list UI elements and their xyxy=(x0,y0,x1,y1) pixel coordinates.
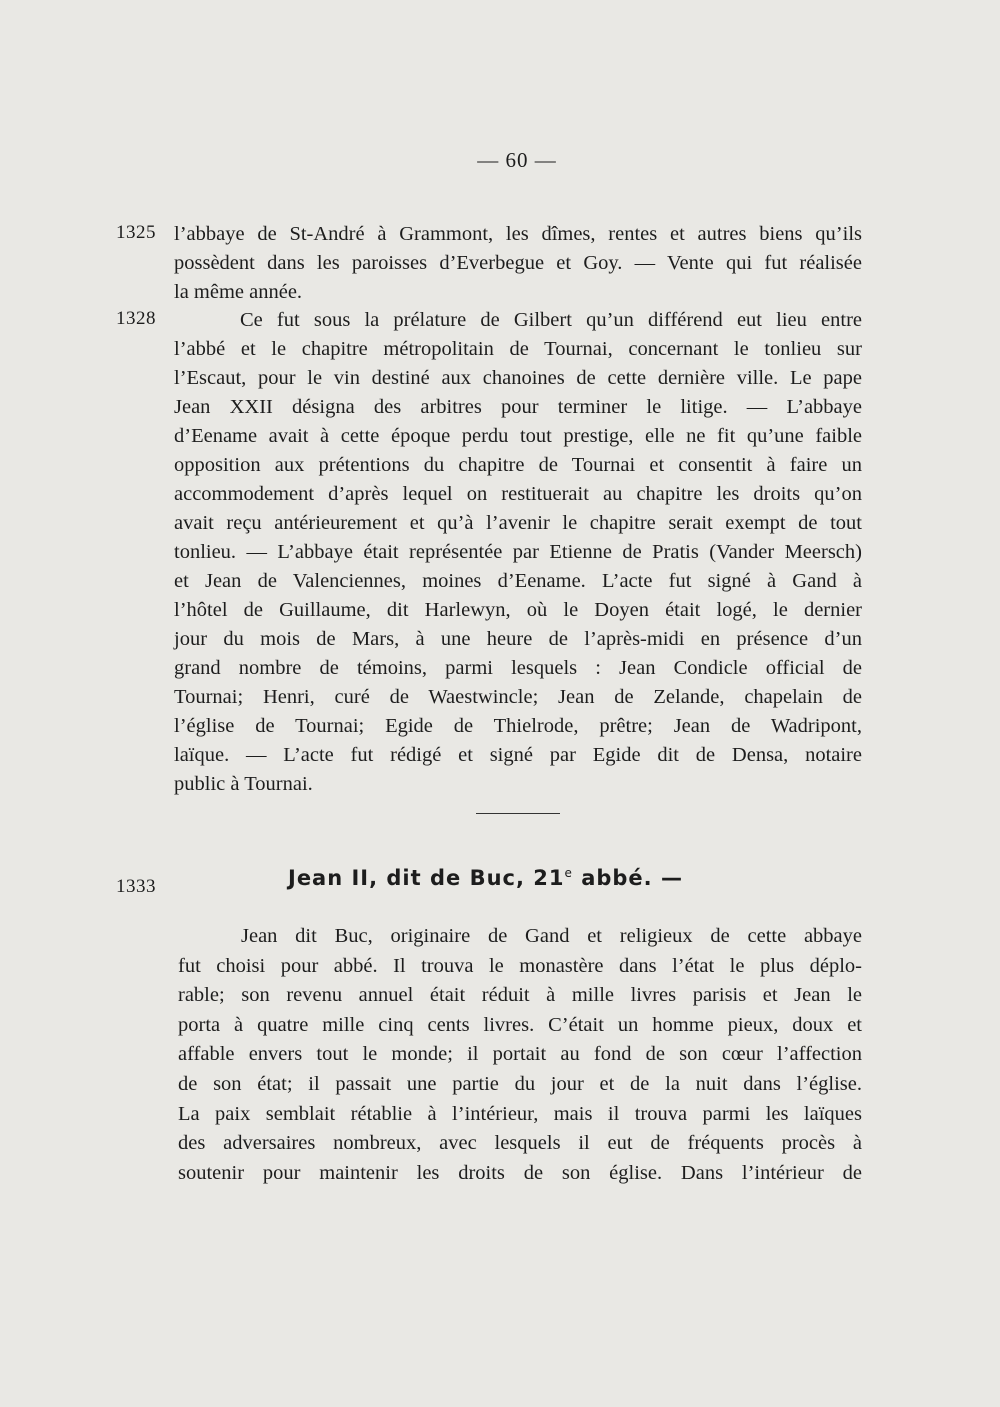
text-line: accommodement d’après lequel on restituerait au chapitre les droits qu’on xyxy=(174,483,862,505)
text-line: l’Escaut, pour le vin destiné aux chanoines de cette dernière ville. Le pape xyxy=(174,367,862,389)
text-line: des adversaires nombreux, avec lesquels il eut de fréquents procès à xyxy=(178,1132,862,1155)
text-line: l’église de Tournai; Egide de Thielrode, prêtre; Jean de Wadripont, xyxy=(174,715,862,737)
text-line: rable; son revenu annuel était réduit à mille livres parisis et Jean le xyxy=(178,984,862,1007)
text-line: public à Tournai. xyxy=(174,773,313,795)
text-line: possèdent dans les paroisses d’Everbegue et Goy. — Vente qui fut réalisée xyxy=(174,252,862,274)
page-number: — 60 — xyxy=(477,148,557,172)
text-line: fut choisi pour abbé. Il trouva le monastère dans l’état le plus déplo- xyxy=(178,954,862,977)
text-line: d’Eename avait à cette époque perdu tout prestige, elle ne fit qu’une faible xyxy=(174,425,862,447)
text-line: jour du mois de Mars, à une heure de l’après-midi en présence d’un xyxy=(174,628,862,650)
text-line: soutenir pour maintenir les droits de son église. Dans l’intérieur de xyxy=(178,1161,862,1184)
text-line: affable envers tout le monde; il portait au fond de son cœur l’affection xyxy=(178,1043,862,1066)
text-line: l’hôtel de Guillaume, dit Harlewyn, où le Doyen était logé, le dernier xyxy=(174,599,862,621)
text-line: Jean XXII désigna des arbitres pour terminer le litige. — L’abbaye xyxy=(174,396,862,418)
text-line: l’abbaye de St-André à Grammont, les dîmes, rentes et autres biens qu’ils xyxy=(174,223,862,245)
paragraph-1 xyxy=(174,220,862,307)
text-line: avait reçu antérieurement et qu’à l’avenir le chapitre serait exempt de tout xyxy=(174,512,862,534)
heading-superscript: e xyxy=(564,866,573,880)
text-line: la même année. xyxy=(174,281,303,303)
text-line: laïque. — L’acte fut rédigé et signé par Egide dit de Densa, notaire xyxy=(174,744,862,766)
text-line: La paix semblait rétablie à l’intérieur, mais il trouva parmi les laïques xyxy=(178,1102,862,1125)
section-heading xyxy=(288,866,683,890)
text-line: Ce fut sous la prélature de Gilbert qu’un différend eut lieu entre xyxy=(240,309,862,331)
paragraph-2 xyxy=(174,306,862,799)
margin-year-1333: 1333 xyxy=(116,876,156,897)
text-line: grand nombre de témoins, parmi lesquels : Jean Condicle official de xyxy=(174,657,862,679)
text-line: de son état; il passait une partie du jour et de la nuit dans l’église. xyxy=(178,1072,862,1095)
text-line: tonlieu. — L’abbaye était représentée par Etienne de Pratis (Vander Meersch) xyxy=(174,541,862,563)
margin-year-1328: 1328 xyxy=(116,308,156,329)
text-line: porta à quatre mille cinq cents livres. C’était un homme pieux, doux et xyxy=(178,1013,862,1036)
text-line: Tournai; Henri, curé de Waestwincle; Jean de Zelande, chapelain de xyxy=(174,686,862,708)
section-divider xyxy=(476,813,560,814)
text-line: opposition aux prétentions du chapitre de Tournai et consentit à faire un xyxy=(174,454,862,476)
text-line: l’abbé et le chapitre métropolitain de Tournai, concernant le tonlieu sur xyxy=(174,338,862,360)
margin-year-1325: 1325 xyxy=(116,222,156,243)
heading-tail: abbé. — xyxy=(572,866,683,890)
text-line: Jean dit Buc, originaire de Gand et religieux de cette abbaye xyxy=(241,925,862,947)
paragraph-3 xyxy=(178,922,862,1188)
text-line: et Jean de Valenciennes, moines d’Eename. L’acte fut signé à Gand à xyxy=(174,570,862,592)
heading-title: Jean II, dit de Buc, 21 xyxy=(288,866,565,890)
